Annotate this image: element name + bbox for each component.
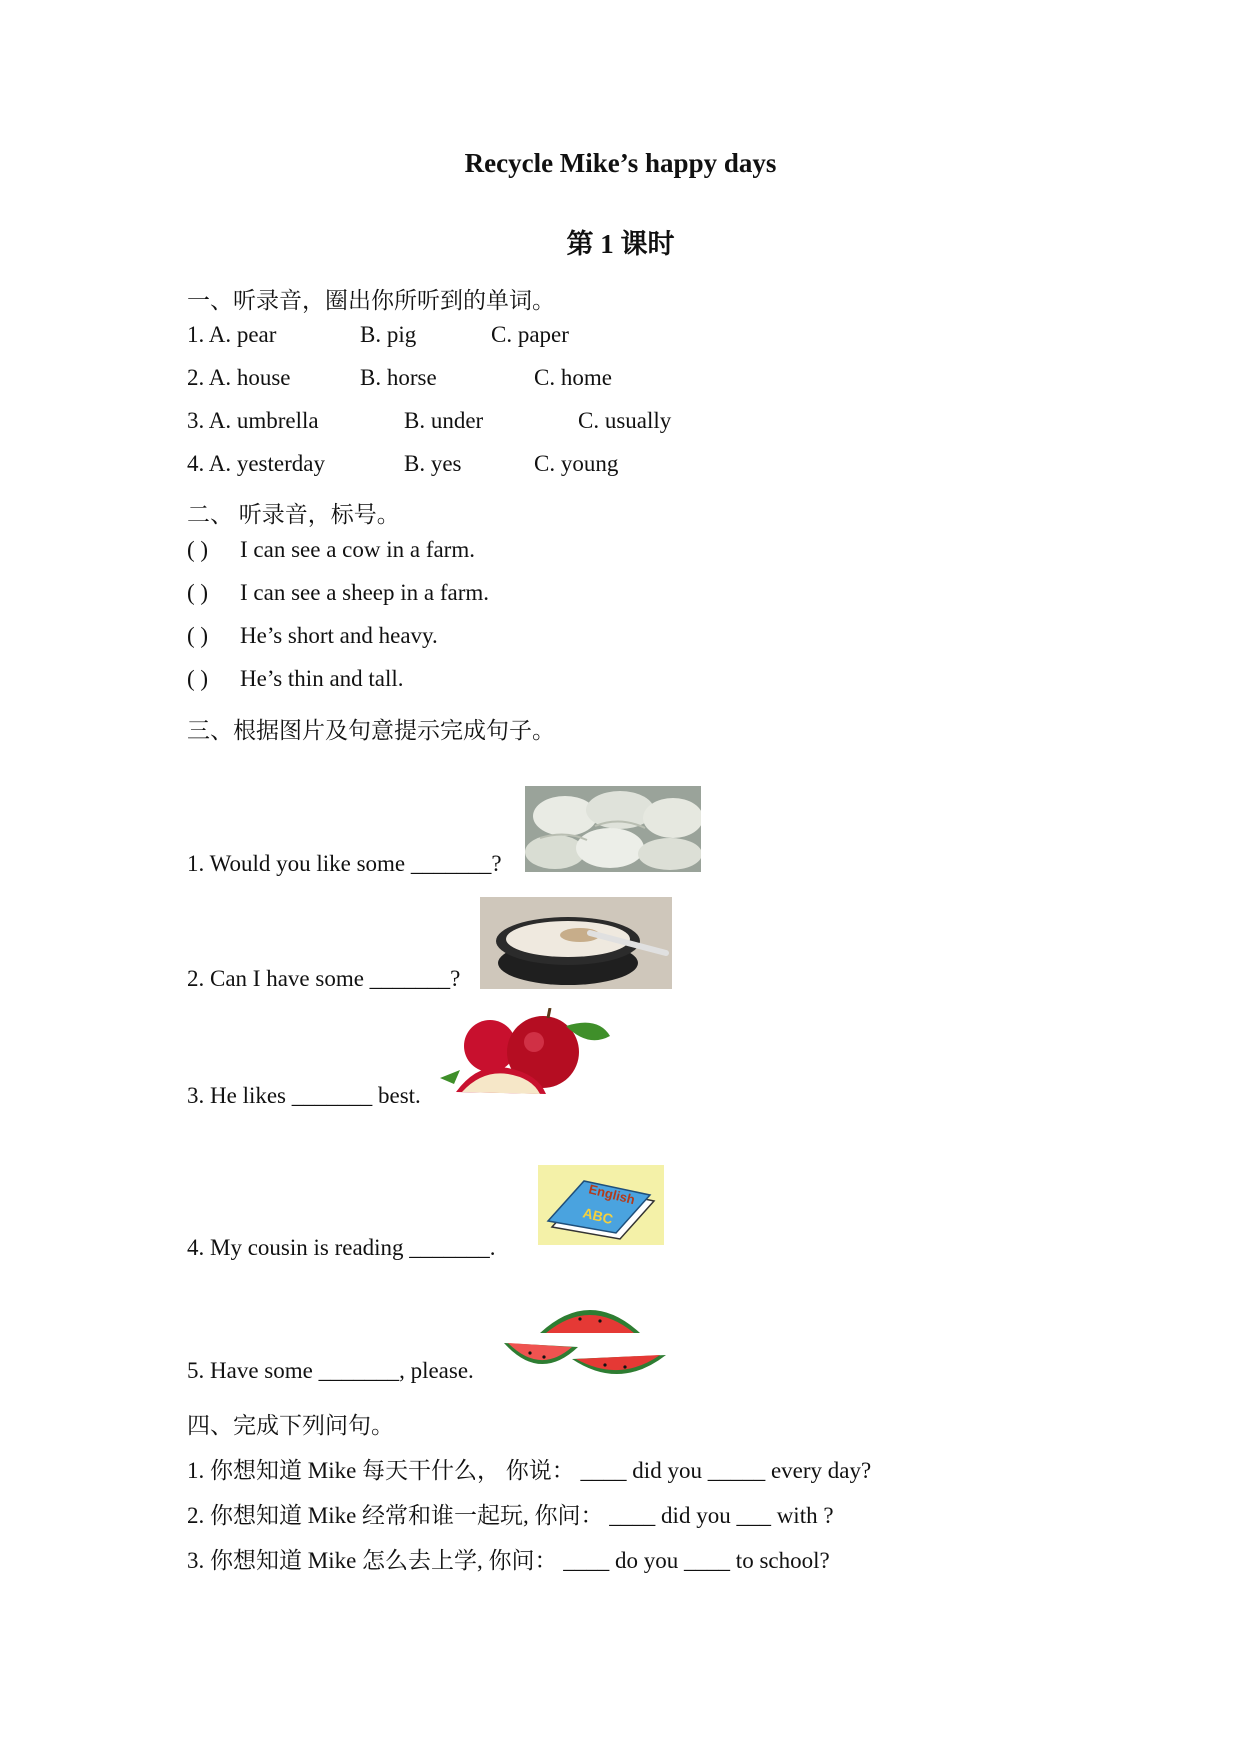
s1-item4-option-a: 4. A. yesterday (187, 451, 325, 476)
s1-item2-option-b: B. horse (360, 365, 437, 390)
s2-item4-answer-bracket: ( ) (187, 666, 209, 691)
s1-item2-option-c: C. home (534, 365, 612, 390)
s2-item3-answer-bracket: ( ) (187, 623, 209, 648)
s2-item4-text: He’s thin and tall. (240, 666, 404, 691)
s3-item5-text: 5. Have some _______, please. (187, 1358, 474, 1383)
s2-item1-text: I can see a cow in a farm. (240, 537, 475, 562)
congee-picture (480, 897, 672, 989)
section3-heading: 三、根据图片及句意提示完成句子。 (187, 718, 555, 743)
dumplings-picture (525, 786, 701, 872)
s4-item3-text: 3. 你想知道 Mike 怎么去上学, 你问： ____ do you ____ to school? (187, 1548, 830, 1573)
english-book-picture (538, 1165, 664, 1245)
s1-item4-option-c: C. young (534, 451, 619, 476)
s4-item1-text: 1. 你想知道 Mike 每天干什么， 你说： ____ did you _____ every day? (187, 1458, 872, 1483)
s1-item2-option-a: 2. A. house (187, 365, 291, 390)
s1-item4-option-b: B. yes (404, 451, 462, 476)
s4-item2-text: 2. 你想知道 Mike 经常和谁一起玩, 你问： ____ did you ___ with ? (187, 1503, 834, 1528)
section2-heading: 二、 听录音，标号。 (187, 502, 400, 527)
s1-item1-option-b: B. pig (360, 322, 417, 347)
book-cover-letters: ABC (581, 1204, 615, 1228)
s1-item3-option-a: 3. A. umbrella (187, 408, 319, 433)
page-title: Recycle Mike’s happy days (464, 148, 777, 178)
s1-item1-option-a: 1. A. pear (187, 322, 277, 347)
s2-item3-text: He’s short and heavy. (240, 623, 438, 648)
apples-picture (438, 1008, 618, 1106)
s3-item4-text: 4. My cousin is reading _______. (187, 1235, 496, 1260)
s3-item2-text: 2. Can I have some _______? (187, 966, 461, 991)
s3-item1-text: 1. Would you like some _______? (187, 851, 502, 876)
section1-heading: 一、听录音，圈出你所听到的单词。 (187, 288, 555, 313)
s2-item1-answer-bracket: ( ) (187, 537, 209, 562)
s1-item3-option-b: B. under (404, 408, 484, 433)
book-cover-word: English (587, 1181, 637, 1208)
lesson-subtitle: 第 1 课时 (566, 229, 675, 259)
s1-item1-option-c: C. paper (491, 322, 569, 347)
s1-item3-option-c: C. usually (578, 408, 672, 433)
watermelon-picture (500, 1293, 670, 1381)
s3-item3-text: 3. He likes _______ best. (187, 1083, 421, 1108)
section4-heading: 四、完成下列问句。 (187, 1413, 394, 1438)
s2-item2-answer-bracket: ( ) (187, 580, 209, 605)
s2-item2-text: I can see a sheep in a farm. (240, 580, 490, 605)
